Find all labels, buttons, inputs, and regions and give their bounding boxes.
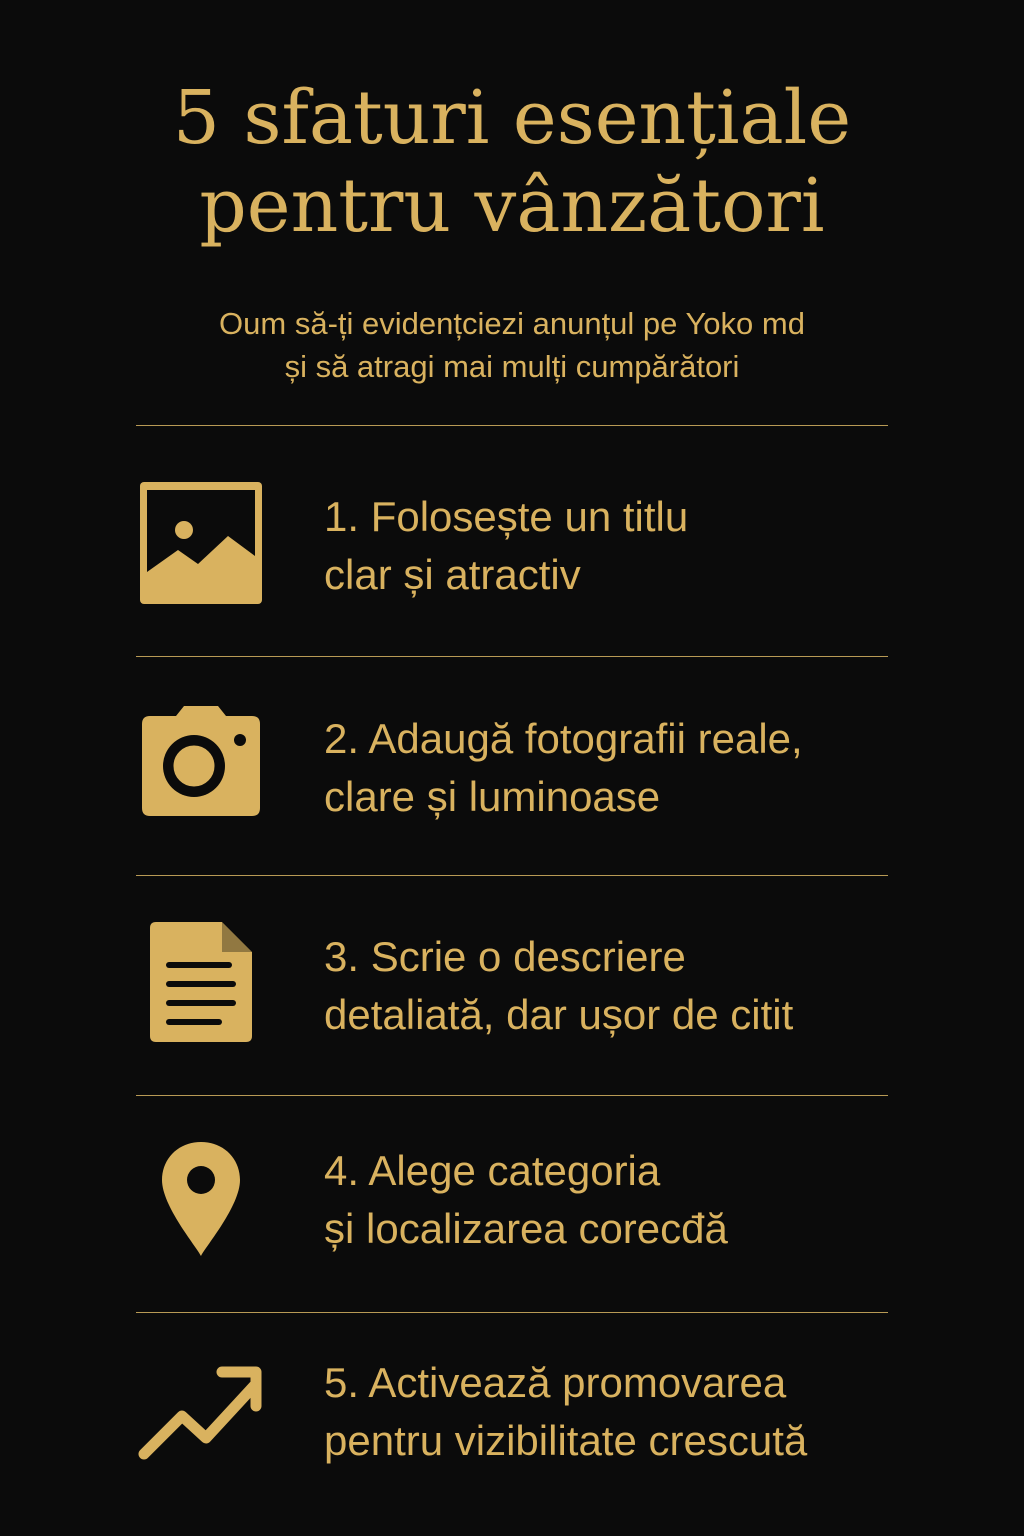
- tip-3-line-2: detaliată, dar ușor de citit: [324, 991, 794, 1038]
- divider: [136, 425, 888, 426]
- trending-up-icon: [136, 1358, 266, 1488]
- tip-text-3: [324, 928, 904, 1044]
- camera-icon: [136, 698, 266, 828]
- tip-text-2: [324, 710, 904, 826]
- tip-text-5: [324, 1354, 904, 1470]
- subtitle-line-2: și să atragi mai mulți cumpărători: [284, 349, 740, 384]
- divider: [136, 875, 888, 876]
- tip-1-line-1: 1. Folosește un titlu: [324, 493, 689, 540]
- subtitle: [0, 302, 1024, 388]
- tip-4-line-2: și localizarea corecđă: [324, 1205, 728, 1252]
- subtitle-line-1: Oum să-ți evidențciezi anunțul pe Yoko md: [219, 306, 805, 341]
- tip-2-line-1: 2. Adaugă fotografii reale,: [324, 715, 803, 762]
- divider: [136, 1095, 888, 1096]
- divider: [136, 1312, 888, 1313]
- title-line-2: pentru vânzători: [199, 163, 825, 249]
- tip-5-line-2: pentru vizibilitate crescută: [324, 1417, 808, 1464]
- divider: [136, 656, 888, 657]
- location-pin-icon: [136, 1138, 266, 1268]
- tip-text-4: [324, 1142, 904, 1258]
- tip-5-line-1: 5. Activează promovarea: [324, 1359, 787, 1406]
- document-icon: [136, 918, 266, 1048]
- page-title: [0, 74, 1024, 250]
- tip-2-line-2: clare și luminoase: [324, 773, 661, 820]
- tip-1-line-2: clar și atractiv: [324, 551, 581, 598]
- tip-text-1: [324, 488, 904, 604]
- tip-4-line-1: 4. Alege categoria: [324, 1147, 661, 1194]
- image-icon: [136, 478, 266, 608]
- tip-3-line-1: 3. Scrie o descriere: [324, 933, 686, 980]
- title-line-1: 5 sfaturi esențiale: [172, 75, 852, 161]
